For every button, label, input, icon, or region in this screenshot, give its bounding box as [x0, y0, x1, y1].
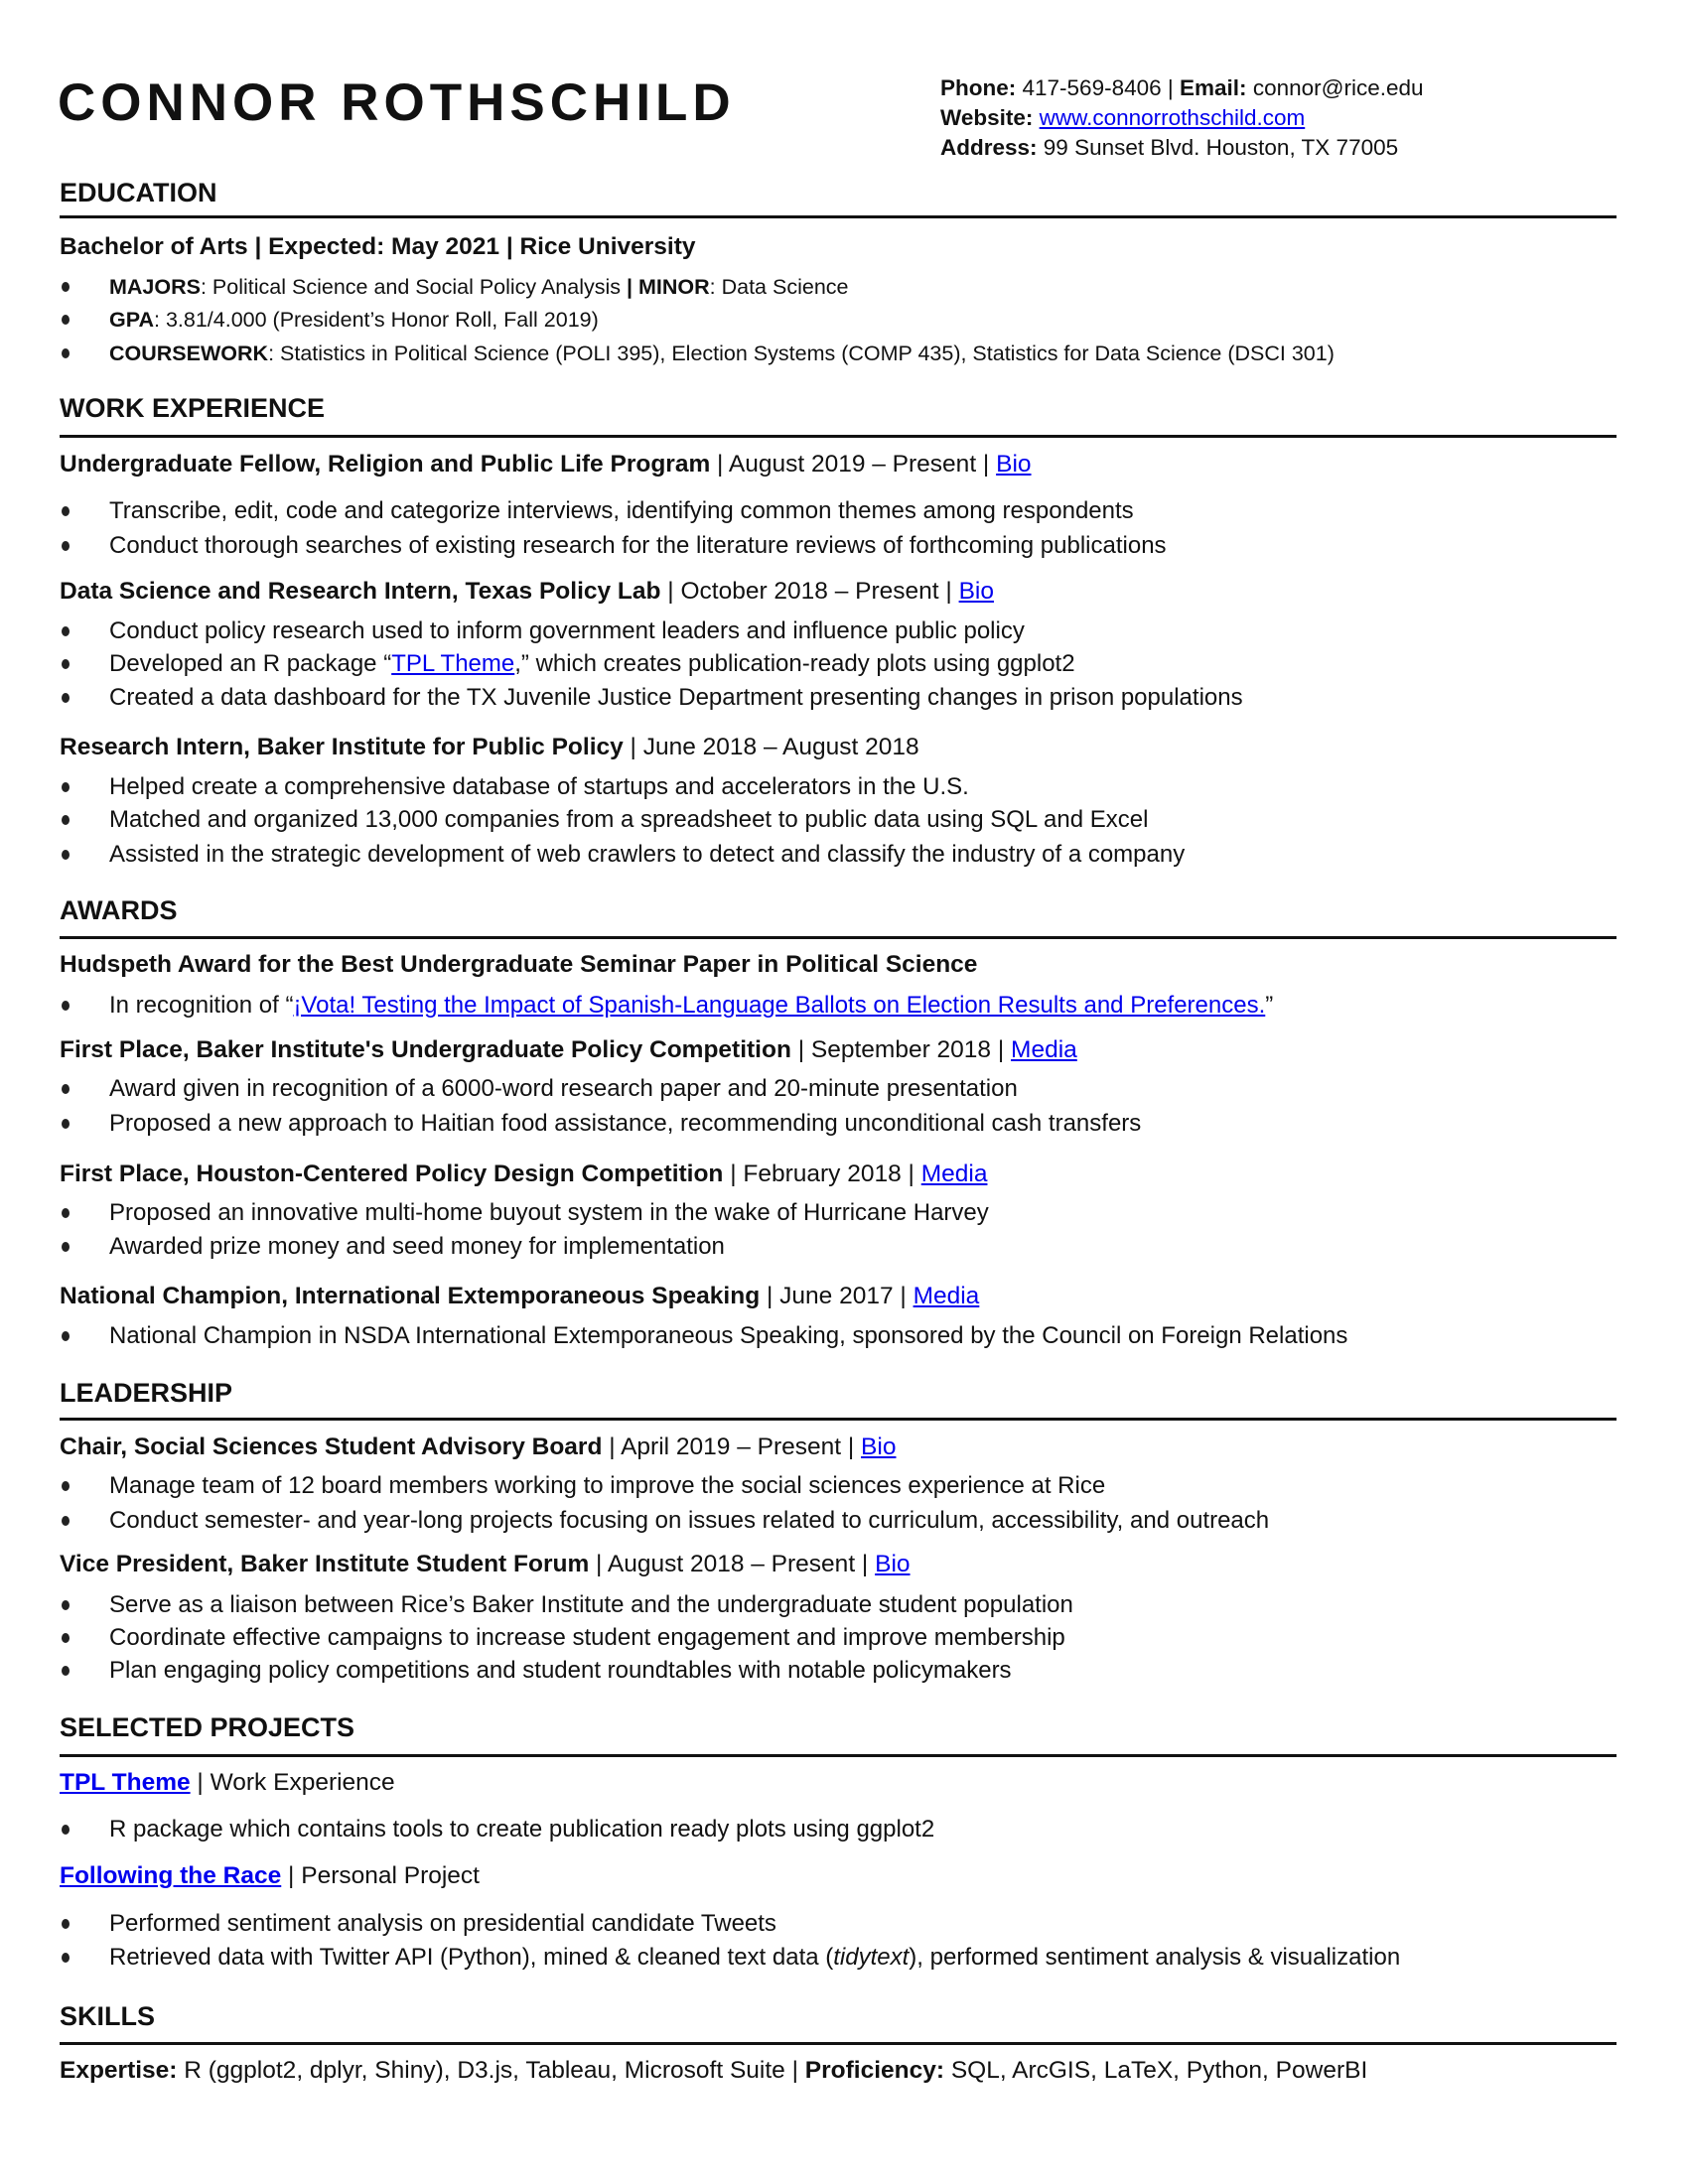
text: | Work Experience — [190, 1768, 395, 1796]
text: ), performed sentiment analysis & visualization — [909, 1944, 1401, 1972]
text: | Personal Project — [281, 1862, 480, 1890]
bullet-icon — [62, 1331, 70, 1341]
link-bio[interactable]: Bio — [958, 577, 995, 605]
bullet-item — [109, 1196, 989, 1230]
text: SQL, ArcGIS, LaTeX, Python, PowerBI — [944, 2057, 1368, 2085]
bullet-item — [109, 1941, 1400, 1975]
bullet-icon — [62, 541, 70, 551]
bullet-icon — [62, 1084, 70, 1094]
text: | August 2018 – Present | — [589, 1551, 876, 1578]
bold-text: First Place, Baker Institute's Undergraduate Policy Competition — [60, 1036, 791, 1064]
text: Proposed a new approach to Haitian food assistance, recommending unconditional cash transfers — [109, 1109, 1142, 1137]
text: Retrieved data with Twitter API (Python), mined & cleaned text data ( — [109, 1944, 834, 1972]
section-title: SKILLS — [60, 2000, 156, 2031]
section-divider — [60, 1754, 1617, 1757]
bullet-icon — [62, 815, 70, 825]
bullet-icon — [62, 1825, 70, 1835]
bullet-icon — [62, 1633, 70, 1643]
text: Plan engaging policy competitions and student roundtables with notable policymakers — [109, 1657, 1012, 1685]
bullet-item — [109, 647, 1075, 681]
text: Assisted in the strategic development of web crawlers to detect and classify the industry of a company — [109, 841, 1186, 869]
bold-text: Proficiency: — [804, 2057, 945, 2085]
address-value: 99 Sunset Blvd. Houston, TX 77005 — [1043, 135, 1399, 160]
text: R package which contains tools to create publication ready plots using ggplot2 — [109, 1816, 935, 1843]
section-divider — [60, 435, 1617, 438]
bullet-item — [109, 1072, 1018, 1106]
phone-value: 417-569-8406 — [1022, 75, 1162, 100]
text: Created a data dashboard for the TX Juvenile Justice Department presenting changes in prison populations — [109, 683, 1243, 711]
text: | April 2019 – Present | — [602, 1433, 862, 1461]
text: Awarded prize money and seed money for implementation — [109, 1232, 725, 1260]
bullet-item — [109, 989, 1273, 1023]
candidate-name: CONNOR ROTHSCHILD — [58, 73, 736, 132]
section-divider — [60, 936, 1617, 939]
bold-text: Vice President, Baker Institute Student Forum — [60, 1551, 590, 1578]
text: Proposed an innovative multi-home buyout system in the wake of Hurricane Harvey — [109, 1199, 989, 1227]
link-tpl-theme[interactable]: TPL Theme — [391, 650, 515, 678]
bullet-icon — [62, 348, 70, 358]
bullet-icon — [62, 659, 70, 669]
email-value: connor@rice.edu — [1252, 75, 1424, 100]
contact-website — [940, 101, 1305, 135]
bullet-icon — [62, 282, 70, 292]
bullet-icon — [62, 850, 70, 860]
link-following-the-race[interactable]: Following the Race — [60, 1862, 282, 1890]
bullet-item — [109, 529, 1167, 563]
text: Transcribe, edit, code and categorize interviews, identifying common themes among respondents — [109, 497, 1134, 525]
bold-text: MAJORS — [109, 274, 201, 299]
text: In recognition of “ — [109, 991, 294, 1019]
bullet-item — [109, 1107, 1141, 1141]
bullet-item — [109, 1319, 1347, 1353]
bold-text: Research Intern, Baker Institute for Public Policy — [60, 733, 624, 760]
entry-heading — [60, 448, 1032, 481]
text: | February 2018 | — [723, 1160, 921, 1188]
bullet-item — [109, 770, 969, 804]
text: R (ggplot2, dplyr, Shiny), D3.js, Tableau, Microsoft Suite | — [177, 2057, 805, 2085]
bullet-item — [109, 1907, 776, 1941]
text: tidytext — [833, 1944, 910, 1972]
bullet-icon — [62, 506, 70, 516]
entry-heading — [60, 230, 696, 264]
link-media[interactable]: Media — [920, 1160, 988, 1188]
text: : Political Science and Social Policy Analysis — [200, 274, 627, 299]
section-divider — [60, 1418, 1617, 1421]
bullet-item — [109, 838, 1185, 872]
text: Coordinate effective campaigns to increase student engagement and improve membership — [109, 1624, 1065, 1651]
entry-heading — [60, 731, 919, 764]
link-bio[interactable]: Bio — [996, 451, 1032, 478]
bold-text: National Champion, International Extemporaneous Speaking — [60, 1282, 761, 1309]
bold-text: GPA — [109, 308, 154, 333]
bold-text: COURSEWORK — [109, 341, 269, 365]
bullet-item — [109, 303, 599, 337]
section-title: SELECTED PROJECTS — [60, 1712, 355, 1743]
bullet-icon — [62, 1666, 70, 1676]
text: ,” which creates publication-ready plots using ggplot2 — [514, 650, 1075, 678]
bullet-item — [109, 1469, 1105, 1503]
text: Manage team of 12 board members working to improve the social sciences experience at Rice — [109, 1472, 1106, 1500]
phone-label: Phone: — [940, 75, 1017, 100]
address-label: Address: — [940, 135, 1038, 160]
bullet-icon — [62, 626, 70, 636]
bullet-item — [109, 494, 1134, 528]
link-bio[interactable]: Bio — [875, 1551, 911, 1578]
bullet-item — [109, 1504, 1269, 1538]
entry-heading — [60, 1158, 987, 1191]
bullet-icon — [62, 1919, 70, 1929]
bullet-item — [109, 803, 1148, 837]
text: : Data Science — [709, 274, 849, 299]
text: Conduct semester- and year-long projects focusing on issues related to curriculum, accessibility, and outreach — [109, 1506, 1270, 1534]
text: | September 2018 | — [790, 1036, 1012, 1064]
section-title: AWARDS — [60, 894, 178, 925]
entry-heading — [60, 1548, 911, 1581]
link-media[interactable]: Media — [1011, 1036, 1077, 1064]
text: : Statistics in Political Science (POLI 395), Election Systems (COMP 435), Statistics for Data Science (DSCI 301) — [268, 341, 1335, 365]
link-vota-testing-the-impact-of-spanish-language-ballots-on-election-results-and-preferences[interactable]: ¡Vota! Testing the Impact of Spanish-Language Ballots on Election Results and Preferences. — [293, 991, 1266, 1019]
bold-text: Bachelor of Arts | Expected: May 2021 | Rice University — [60, 232, 696, 260]
bullet-item — [109, 1621, 1065, 1655]
bullet-icon — [62, 1242, 70, 1252]
bold-text: Hudspeth Award for the Best Undergraduate Seminar Paper in Political Science — [60, 951, 978, 979]
bullet-item — [109, 1230, 725, 1264]
bullet-icon — [62, 1481, 70, 1491]
text: : 3.81/4.000 (President’s Honor Roll, Fall 2019) — [154, 308, 599, 333]
bullet-item — [109, 1654, 1012, 1688]
bullet-item — [109, 1813, 934, 1846]
link-bio[interactable]: Bio — [861, 1433, 897, 1461]
bold-text: Undergraduate Fellow, Religion and Public Life Program — [60, 451, 711, 478]
text: Conduct thorough searches of existing research for the literature reviews of forthcoming publications — [109, 532, 1167, 559]
text: | June 2018 – August 2018 — [623, 733, 919, 760]
bullet-icon — [62, 1119, 70, 1129]
bullet-icon — [62, 1953, 70, 1963]
bullet-item — [109, 337, 1335, 370]
bullet-item — [109, 681, 1243, 715]
website-link[interactable]: www.connorrothschild.com — [1039, 105, 1306, 130]
text: Conduct policy research used to inform government leaders and influence public policy — [109, 617, 1025, 645]
text: Serve as a liaison between Rice’s Baker Institute and the undergraduate student population — [109, 1590, 1073, 1618]
text: Award given in recognition of a 6000-word research paper and 20-minute presentation — [109, 1075, 1018, 1103]
contact-phone-email — [940, 71, 1424, 105]
entry-heading — [60, 1033, 1077, 1067]
section-divider — [60, 215, 1617, 218]
bullet-icon — [62, 1001, 70, 1011]
bullet-icon — [62, 1208, 70, 1218]
bold-text: First Place, Houston-Centered Policy Design Competition — [60, 1160, 724, 1188]
bullet-icon — [62, 1516, 70, 1526]
text: Developed an R package “ — [109, 650, 392, 678]
text: ” — [1265, 991, 1274, 1019]
link-media[interactable]: Media — [913, 1282, 980, 1309]
bullet-icon — [62, 693, 70, 703]
link-tpl-theme[interactable]: TPL Theme — [60, 1768, 191, 1796]
entry-heading — [60, 1280, 979, 1313]
text: National Champion in NSDA International Extemporaneous Speaking, sponsored by the Council on Foreign Relations — [109, 1321, 1348, 1349]
bold-text: Data Science and Research Intern, Texas Policy Lab — [60, 577, 661, 605]
bullet-icon — [62, 782, 70, 792]
entry-heading — [60, 948, 977, 982]
bullet-icon — [62, 315, 70, 325]
section-title: EDUCATION — [60, 178, 217, 208]
text: | August 2019 – Present | — [710, 451, 997, 478]
email-label: Email: — [1180, 75, 1247, 100]
contact-address — [940, 131, 1398, 165]
website-label: Website: — [940, 105, 1034, 130]
text: Helped create a comprehensive database of startups and accelerators in the U.S. — [109, 773, 969, 801]
bullet-item — [109, 270, 848, 304]
section-title: WORK EXPERIENCE — [60, 393, 326, 424]
section-title: LEADERSHIP — [60, 1377, 233, 1408]
bold-text: | MINOR — [627, 274, 710, 299]
entry-heading — [60, 1766, 395, 1800]
entry-heading — [60, 575, 994, 609]
text: Performed sentiment analysis on presidential candidate Tweets — [109, 1909, 776, 1937]
entry-heading — [60, 1859, 480, 1893]
entry-heading — [60, 2054, 1367, 2088]
section-divider — [60, 2042, 1617, 2045]
text: | June 2017 | — [760, 1282, 914, 1309]
separator: | — [1167, 75, 1174, 100]
bullet-item — [109, 1588, 1073, 1622]
text: | October 2018 – Present | — [660, 577, 959, 605]
bullet-item — [109, 614, 1025, 648]
bold-text: Chair, Social Sciences Student Advisory Board — [60, 1433, 603, 1461]
entry-heading — [60, 1431, 896, 1464]
text: Matched and organized 13,000 companies from a spreadsheet to public data using SQL and Excel — [109, 806, 1149, 834]
bold-text: Expertise: — [60, 2057, 178, 2085]
bullet-icon — [62, 1600, 70, 1610]
